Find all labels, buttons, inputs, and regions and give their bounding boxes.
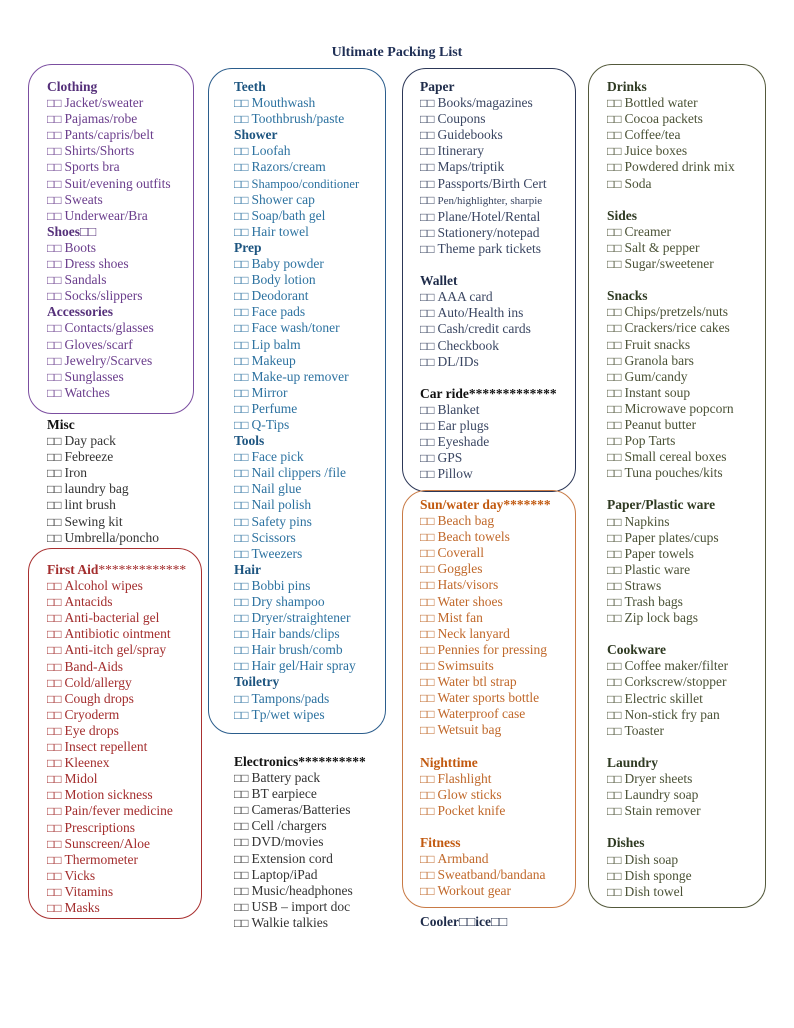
list-item[interactable]: □□ Pillow bbox=[420, 466, 557, 482]
car-ride-heading: Car ride************* bbox=[420, 385, 557, 401]
list-item[interactable]: □□ Make-up remover bbox=[234, 369, 359, 385]
list-item[interactable]: □□ Bobbi pins bbox=[234, 578, 359, 594]
shoes-heading: Shoes□□ bbox=[47, 223, 97, 239]
list-item[interactable]: □□ Walkie talkies bbox=[234, 915, 366, 931]
list-item[interactable]: □□ Napkins bbox=[607, 514, 735, 530]
list-item[interactable]: □□ Gloves/scarf bbox=[47, 337, 171, 353]
wallet-heading: Wallet bbox=[420, 273, 458, 289]
list-item[interactable]: □□ Face pick bbox=[234, 449, 359, 465]
list-item[interactable]: □□ Mouthwash bbox=[234, 95, 359, 111]
list-item[interactable]: □□ Itinerary bbox=[420, 143, 557, 159]
first-aid-heading bbox=[47, 562, 186, 578]
list-item[interactable]: □□ Scissors bbox=[234, 530, 359, 546]
list-item[interactable]: □□ Stationery/notepad bbox=[420, 225, 557, 241]
list-item[interactable]: □□ Toaster bbox=[607, 723, 735, 739]
electronics-section bbox=[234, 754, 366, 931]
list-item[interactable]: □□ Anti-itch gel/spray bbox=[47, 642, 186, 658]
list-item[interactable]: □□ Day pack bbox=[47, 433, 159, 449]
fitness-heading: Fitness bbox=[420, 834, 461, 850]
list-item[interactable]: □□ Sewing kit bbox=[47, 514, 159, 530]
list-item[interactable]: □□ Guidebooks bbox=[420, 127, 557, 143]
sun-water-heading: Sun/water day******* bbox=[420, 497, 551, 512]
list-item[interactable]: □□ Electric skillet bbox=[607, 691, 735, 707]
sun-water-section bbox=[420, 497, 551, 899]
list-item[interactable]: □□ Water sports bottle bbox=[420, 690, 551, 706]
list-item[interactable]: □□ Lip balm bbox=[234, 337, 359, 353]
list-item[interactable]: □□ Anti-bacterial gel bbox=[47, 610, 186, 626]
spacer bbox=[607, 739, 735, 755]
list-item[interactable]: □□ Sweats bbox=[47, 192, 171, 208]
list-item[interactable]: □□ Sunglasses bbox=[47, 369, 171, 385]
list-item[interactable]: □□ Fruit snacks bbox=[607, 337, 735, 353]
list-item[interactable]: □□ Cell /chargers bbox=[234, 818, 366, 834]
list-item[interactable]: □□ Paper plates/cups bbox=[607, 530, 735, 546]
list-item[interactable]: □□ Prescriptions bbox=[47, 820, 186, 836]
personal-care-section bbox=[234, 79, 359, 723]
list-item[interactable]: □□ Armband bbox=[420, 851, 551, 867]
spacer bbox=[607, 819, 735, 835]
misc-section bbox=[47, 417, 159, 546]
list-item[interactable]: □□ Nail glue bbox=[234, 481, 359, 497]
list-item[interactable]: □□ Corkscrew/stopper bbox=[607, 674, 735, 690]
list-item[interactable]: □□ Extension cord bbox=[234, 851, 366, 867]
list-item[interactable]: □□ Vicks bbox=[47, 868, 186, 884]
list-item[interactable]: □□ Cold/allergy bbox=[47, 675, 186, 691]
list-item[interactable]: □□ Body lotion bbox=[234, 272, 359, 288]
list-item[interactable]: □□ Eye drops bbox=[47, 723, 186, 739]
list-item[interactable]: □□ Midol bbox=[47, 771, 186, 787]
list-item[interactable]: □□ Plane/Hotel/Rental bbox=[420, 209, 557, 225]
list-item[interactable]: □□ Zip lock bags bbox=[607, 610, 735, 626]
list-item[interactable]: □□ Makeup bbox=[234, 353, 359, 369]
list-item[interactable]: □□ Swimsuits bbox=[420, 658, 551, 674]
toiletry-heading: Toiletry bbox=[234, 674, 280, 690]
list-item[interactable]: □□ Books/magazines bbox=[420, 95, 557, 111]
prep-heading: Prep bbox=[234, 239, 262, 255]
list-item[interactable]: □□ Wetsuit bag bbox=[420, 722, 551, 738]
list-item[interactable]: □□ Microwave popcorn bbox=[607, 401, 735, 417]
list-item[interactable]: □□ Suit/evening outfits bbox=[47, 176, 171, 192]
cooler-section bbox=[420, 914, 507, 930]
hair-heading: Hair bbox=[234, 561, 261, 577]
list-item[interactable]: □□ Pants/capris/belt bbox=[47, 127, 171, 143]
dishes-heading: Dishes bbox=[607, 835, 645, 851]
list-item[interactable]: □□ Masks bbox=[47, 900, 186, 916]
list-item[interactable]: □□ Sunscreen/Aloe bbox=[47, 836, 186, 852]
spacer bbox=[420, 738, 551, 754]
list-item[interactable]: □□ DL/IDs bbox=[420, 354, 557, 370]
list-item[interactable]: □□ Dish soap bbox=[607, 852, 735, 868]
list-item[interactable]: □□ Iron bbox=[47, 465, 159, 481]
spacer bbox=[420, 257, 557, 273]
snacks-heading: Snacks bbox=[607, 288, 648, 304]
list-item[interactable]: □□ Auto/Health ins bbox=[420, 305, 557, 321]
list-item[interactable]: □□ Band-Aids bbox=[47, 659, 186, 675]
list-item[interactable]: □□ Shampoo/conditioner bbox=[234, 176, 359, 192]
nighttime-heading: Nighttime bbox=[420, 754, 478, 770]
list-item[interactable]: □□ Pop Tarts bbox=[607, 433, 735, 449]
list-item[interactable]: □□ Dish sponge bbox=[607, 868, 735, 884]
list-item[interactable]: □□ Cryoderm bbox=[47, 707, 186, 723]
list-item[interactable]: □□ Deodorant bbox=[234, 288, 359, 304]
list-item[interactable]: □□ Flashlight bbox=[420, 771, 551, 787]
list-item[interactable]: □□ Granola bars bbox=[607, 353, 735, 369]
list-item[interactable]: □□ Nail polish bbox=[234, 497, 359, 513]
list-item[interactable]: □□ Umbrella/poncho bbox=[47, 530, 159, 546]
list-item[interactable]: □□ Theme park tickets bbox=[420, 241, 557, 257]
list-item[interactable]: □□ Insect repellent bbox=[47, 739, 186, 755]
list-item[interactable]: □□ Peanut butter bbox=[607, 417, 735, 433]
list-item[interactable]: □□ Soap/bath gel bbox=[234, 208, 359, 224]
list-item[interactable]: □□ Small cereal boxes bbox=[607, 449, 735, 465]
list-item[interactable]: □□ Mist fan bbox=[420, 610, 551, 626]
list-item[interactable]: □□ Juice boxes bbox=[607, 143, 735, 159]
list-item[interactable]: □□ Underwear/Bra bbox=[47, 208, 171, 224]
drinks-heading: Drinks bbox=[607, 79, 647, 94]
list-item[interactable]: □□ Bottled water bbox=[607, 95, 735, 111]
list-item[interactable]: □□ Beach towels bbox=[420, 529, 551, 545]
list-item[interactable]: □□ Contacts/glasses bbox=[47, 320, 171, 336]
spacer bbox=[607, 272, 735, 288]
list-item[interactable]: □□ Stain remover bbox=[607, 803, 735, 819]
list-item[interactable]: □□ Safety pins bbox=[234, 514, 359, 530]
list-item[interactable]: □□ Cameras/Batteries bbox=[234, 802, 366, 818]
paper-heading: Paper bbox=[420, 79, 455, 94]
list-item[interactable]: □□ Laundry soap bbox=[607, 787, 735, 803]
list-item[interactable]: □□ Blanket bbox=[420, 402, 557, 418]
list-item[interactable]: □□ USB – import doc bbox=[234, 899, 366, 915]
list-item[interactable]: □□ Salt & pepper bbox=[607, 240, 735, 256]
accessories-heading: Accessories bbox=[47, 304, 113, 320]
list-item[interactable]: □□ Glow sticks bbox=[420, 787, 551, 803]
list-item[interactable]: □□ Straws bbox=[607, 578, 735, 594]
list-item[interactable]: □□ Hats/visors bbox=[420, 577, 551, 593]
list-item[interactable]: □□ Motion sickness bbox=[47, 787, 186, 803]
list-item[interactable]: □□ GPS bbox=[420, 450, 557, 466]
list-item[interactable]: □□ Gum/candy bbox=[607, 369, 735, 385]
list-item[interactable]: □□ Hair gel/Hair spray bbox=[234, 658, 359, 674]
list-item[interactable]: □□ Boots bbox=[47, 240, 171, 256]
spacer bbox=[420, 819, 551, 835]
list-item[interactable]: □□ Battery pack bbox=[234, 770, 366, 786]
list-item[interactable]: □□ Laptop/iPad bbox=[234, 867, 366, 883]
list-item[interactable]: □□ Toothbrush/paste bbox=[234, 111, 359, 127]
list-item[interactable]: □□ Jewelry/Scarves bbox=[47, 353, 171, 369]
list-item[interactable]: □□ Tp/wet wipes bbox=[234, 707, 359, 723]
list-item[interactable]: □□ Hair brush/comb bbox=[234, 642, 359, 658]
list-item[interactable]: □□ Alcohol wipes bbox=[47, 578, 186, 594]
list-item[interactable]: □□ Cash/credit cards bbox=[420, 321, 557, 337]
list-item[interactable]: □□ Face pads bbox=[234, 304, 359, 320]
list-item[interactable]: □□ Mirror bbox=[234, 385, 359, 401]
list-item[interactable]: □□ Instant soup bbox=[607, 385, 735, 401]
list-item[interactable]: □□ Shower cap bbox=[234, 192, 359, 208]
list-item[interactable]: □□ Pen/highlighter, sharpie bbox=[420, 192, 557, 209]
list-item[interactable]: □□ Passports/Birth Cert bbox=[420, 176, 557, 192]
list-item[interactable]: □□ Creamer bbox=[607, 224, 735, 240]
list-item[interactable]: □□ Beach bag bbox=[420, 513, 551, 529]
list-item[interactable]: □□ Perfume bbox=[234, 401, 359, 417]
list-item[interactable]: □□ Cocoa packets bbox=[607, 111, 735, 127]
list-item[interactable]: □□ BT earpiece bbox=[234, 786, 366, 802]
list-item[interactable]: □□ Pocket knife bbox=[420, 803, 551, 819]
list-item[interactable]: □□ Water shoes bbox=[420, 594, 551, 610]
clothing-section bbox=[47, 79, 171, 401]
list-item[interactable]: □□ Pennies for pressing bbox=[420, 642, 551, 658]
cookware-heading: Cookware bbox=[607, 642, 666, 658]
list-item[interactable]: □□ Coverall bbox=[420, 545, 551, 561]
list-item[interactable]: □□ Sugar/sweetener bbox=[607, 256, 735, 272]
list-item[interactable]: □□ Paper towels bbox=[607, 546, 735, 562]
list-item[interactable]: □□ Febreeze bbox=[47, 449, 159, 465]
list-item[interactable]: □□ Soda bbox=[607, 176, 735, 192]
list-item[interactable]: □□ AAA card bbox=[420, 289, 557, 305]
first-aid-title: First Aid bbox=[47, 562, 99, 577]
list-item[interactable]: □□ Trash bags bbox=[607, 594, 735, 610]
list-item[interactable]: □□ Plastic ware bbox=[607, 562, 735, 578]
list-item[interactable]: □□ Vitamins bbox=[47, 884, 186, 900]
list-item[interactable]: □□ Tampons/pads bbox=[234, 691, 359, 707]
list-item[interactable]: □□ Pajamas/robe bbox=[47, 111, 171, 127]
spacer bbox=[607, 626, 735, 642]
first-aid-section bbox=[47, 562, 186, 916]
list-item[interactable]: □□ Dryer/straightener bbox=[234, 610, 359, 626]
list-item[interactable]: □□ Dry shampoo bbox=[234, 594, 359, 610]
list-item[interactable]: □□ Goggles bbox=[420, 561, 551, 577]
misc-heading: Misc bbox=[47, 417, 75, 432]
paper-section bbox=[420, 79, 557, 482]
list-item[interactable]: □□ Antibiotic ointment bbox=[47, 626, 186, 642]
list-item[interactable]: □□ Eyeshade bbox=[420, 434, 557, 450]
list-item[interactable]: □□ Dish towel bbox=[607, 884, 735, 900]
paper-plastic-heading: Paper/Plastic ware bbox=[607, 497, 716, 513]
list-item[interactable]: □□ Cough drops bbox=[47, 691, 186, 707]
list-item[interactable]: □□ Checkbook bbox=[420, 338, 557, 354]
list-item[interactable]: □□ Antacids bbox=[47, 594, 186, 610]
list-item[interactable]: □□ Non-stick fry pan bbox=[607, 707, 735, 723]
list-item[interactable]: □□ Powdered drink mix bbox=[607, 159, 735, 175]
sides-heading: Sides bbox=[607, 207, 638, 223]
list-item[interactable]: □□ Coupons bbox=[420, 111, 557, 127]
list-item[interactable]: □□ Water btl strap bbox=[420, 674, 551, 690]
tools-heading: Tools bbox=[234, 433, 265, 449]
clothing-heading: Clothing bbox=[47, 79, 98, 94]
list-item[interactable]: □□ Jacket/sweater bbox=[47, 95, 171, 111]
shower-heading: Shower bbox=[234, 127, 278, 143]
list-item[interactable]: □□ Loofah bbox=[234, 143, 359, 159]
list-item[interactable]: □□ Razors/cream bbox=[234, 159, 359, 175]
spacer bbox=[607, 192, 735, 208]
list-item[interactable]: □□ Watches bbox=[47, 385, 171, 401]
first-aid-stars: ************* bbox=[98, 562, 187, 577]
laundry-heading: Laundry bbox=[607, 754, 659, 770]
list-item[interactable]: □□ Dryer sheets bbox=[607, 771, 735, 787]
list-item[interactable]: □□ Hair towel bbox=[234, 224, 359, 240]
list-item[interactable]: □□ Maps/triptik bbox=[420, 159, 557, 175]
list-item[interactable]: □□ Neck lanyard bbox=[420, 626, 551, 642]
list-item[interactable]: □□ Coffee maker/filter bbox=[607, 658, 735, 674]
list-item[interactable]: □□ Sports bra bbox=[47, 159, 171, 175]
list-item[interactable]: □□ Kleenex bbox=[47, 755, 186, 771]
list-item[interactable]: □□ Baby powder bbox=[234, 256, 359, 272]
list-item[interactable]: □□ Music/headphones bbox=[234, 883, 366, 899]
cooler-heading: Cooler□□ice□□ bbox=[420, 914, 508, 929]
list-item[interactable]: □□ Socks/slippers bbox=[47, 288, 171, 304]
list-item[interactable]: □□ Crackers/rice cakes bbox=[607, 320, 735, 336]
list-item[interactable]: □□ Chips/pretzels/nuts bbox=[607, 304, 735, 320]
food-section bbox=[607, 79, 735, 900]
page-title: Ultimate Packing List bbox=[331, 45, 463, 60]
teeth-heading: Teeth bbox=[234, 79, 266, 94]
electronics-heading: Electronics********** bbox=[234, 754, 366, 769]
list-item[interactable]: □□ Thermometer bbox=[47, 852, 186, 868]
list-item[interactable]: □□ Sweatband/bandana bbox=[420, 867, 551, 883]
list-item[interactable]: □□ Waterproof case bbox=[420, 706, 551, 722]
list-item[interactable]: □□ Face wash/toner bbox=[234, 320, 359, 336]
spacer bbox=[420, 370, 557, 386]
list-item[interactable]: □□ Ear plugs bbox=[420, 418, 557, 434]
list-item[interactable]: □□ laundry bag bbox=[47, 481, 159, 497]
spacer bbox=[607, 481, 735, 497]
list-item[interactable]: □□ Q-Tips bbox=[234, 417, 359, 433]
list-item[interactable]: □□ Tuna pouches/kits bbox=[607, 465, 735, 481]
list-item[interactable]: □□ Sandals bbox=[47, 272, 171, 288]
list-item[interactable]: □□ Shirts/Shorts bbox=[47, 143, 171, 159]
list-item[interactable]: □□ DVD/movies bbox=[234, 834, 366, 850]
list-item[interactable]: □□ Tweezers bbox=[234, 546, 359, 562]
list-item[interactable]: □□ Hair bands/clips bbox=[234, 626, 359, 642]
list-item[interactable]: □□ lint brush bbox=[47, 497, 159, 513]
list-item[interactable]: □□ Dress shoes bbox=[47, 256, 171, 272]
list-item[interactable]: □□ Nail clippers /file bbox=[234, 465, 359, 481]
list-item[interactable]: □□ Workout gear bbox=[420, 883, 551, 899]
list-item[interactable]: □□ Pain/fever medicine bbox=[47, 803, 186, 819]
list-item[interactable]: □□ Coffee/tea bbox=[607, 127, 735, 143]
